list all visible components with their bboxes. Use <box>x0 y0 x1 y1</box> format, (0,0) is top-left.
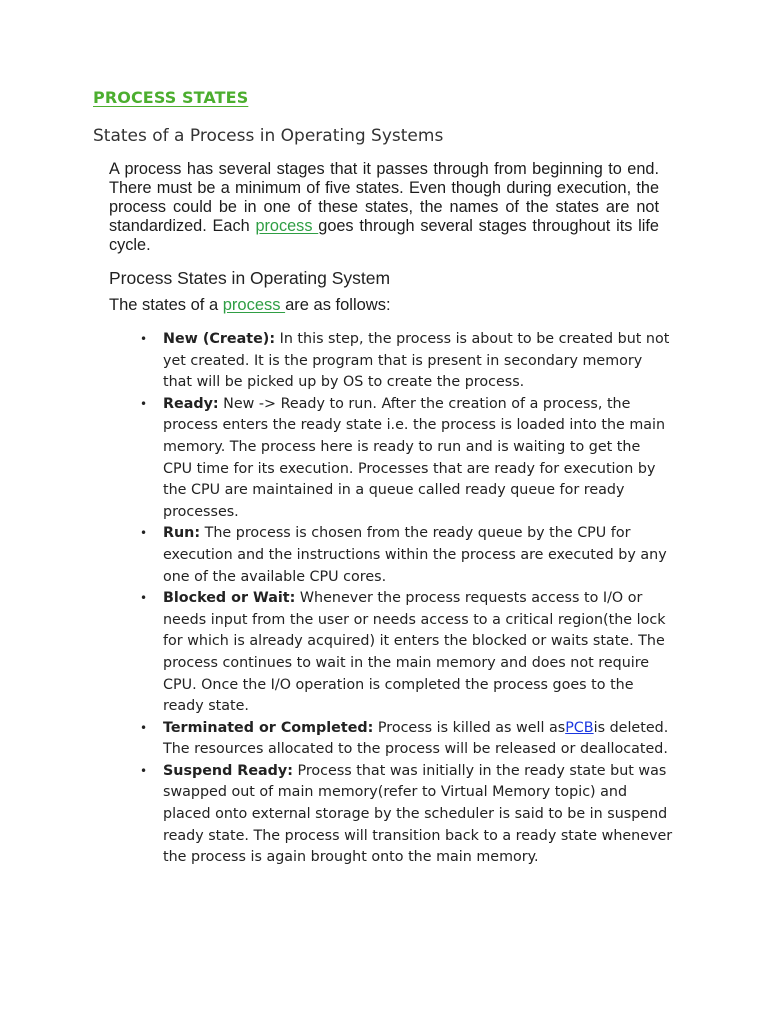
state-term: Run: <box>163 525 201 542</box>
list-item-terminated <box>140 718 673 761</box>
bullet-icon: • <box>140 396 148 411</box>
state-description: Process that was initially in the ready state but was swapped out of main memory(refer to Virtual Memory topic) and placed onto external storage by the scheduler is said to be in suspend ready state. The process will transition back to a ready state whenever the process is again brought onto the main memory. <box>163 762 673 866</box>
intro-text-after: goes through several stages throughout its life cycle. <box>109 217 659 254</box>
document-subtitle: States of a Process in Operating Systems <box>93 126 444 146</box>
state-description: Process is killed as well as <box>373 719 566 736</box>
pcb-link[interactable]: PCB <box>565 719 594 736</box>
states-intro-before: The states of a <box>109 296 223 314</box>
bullet-icon: • <box>140 332 148 346</box>
states-list <box>140 329 673 869</box>
states-intro <box>109 296 391 315</box>
state-term: Terminated or Completed: <box>163 719 374 736</box>
process-link-2[interactable]: process <box>222 296 286 314</box>
state-description: New -> Ready to run. After the creation of a process, the process enters the ready state i.e. the process is loaded into the main memory. The process here is ready to run and is waiting to get the CPU time for its execution. Processes that are ready for execution by the CPU are maintained in a queue called ready queue for ready processes. <box>163 395 666 520</box>
bullet-icon: • <box>140 526 148 541</box>
process-link[interactable]: process <box>255 217 319 235</box>
document-title: PROCESS STATES <box>93 88 249 107</box>
state-term: Blocked or Wait: <box>163 590 296 607</box>
list-item-suspend-ready <box>140 761 673 869</box>
intro-paragraph <box>109 160 659 255</box>
state-description-cont: is deleted. The resources allocated to the process will be released or deallocated. <box>163 719 669 758</box>
state-term: Ready: <box>163 395 219 412</box>
section-heading: Process States in Operating System <box>109 268 391 288</box>
list-item-ready <box>140 394 673 524</box>
bullet-icon: • <box>140 763 148 778</box>
state-description: Whenever the process requests access to I/O or needs input from the user or needs access to a critical region(the lock for which is already acquired) it enters the blocked or waits state. The process continues to wait in the main memory and does not require CPU. Once the I/O operation is completed the process goes to the ready state. <box>163 590 666 715</box>
intro-text-before: A process has several stages that it passes through from beginning to end. There must be a minimum of five states. Even though during execution, the process could be in one of these states, the names of the states are not standardized. Each <box>109 160 659 235</box>
state-term: Suspend Ready: <box>163 762 293 779</box>
state-description: In this step, the process is about to be created but not yet created. It is the program that is present in secondary memory that will be picked up by OS to create the process. <box>163 331 670 391</box>
list-item-new <box>140 329 673 394</box>
bullet-icon: • <box>140 591 148 606</box>
state-description: The process is chosen from the ready queue by the CPU for execution and the instructions within the process are executed by any one of the available CPU cores. <box>163 525 667 585</box>
list-item-blocked <box>140 588 673 718</box>
bullet-icon: • <box>140 720 148 735</box>
state-term: New (Create): <box>163 331 276 347</box>
list-item-run <box>140 523 673 588</box>
states-intro-after: are as follows: <box>285 296 391 314</box>
